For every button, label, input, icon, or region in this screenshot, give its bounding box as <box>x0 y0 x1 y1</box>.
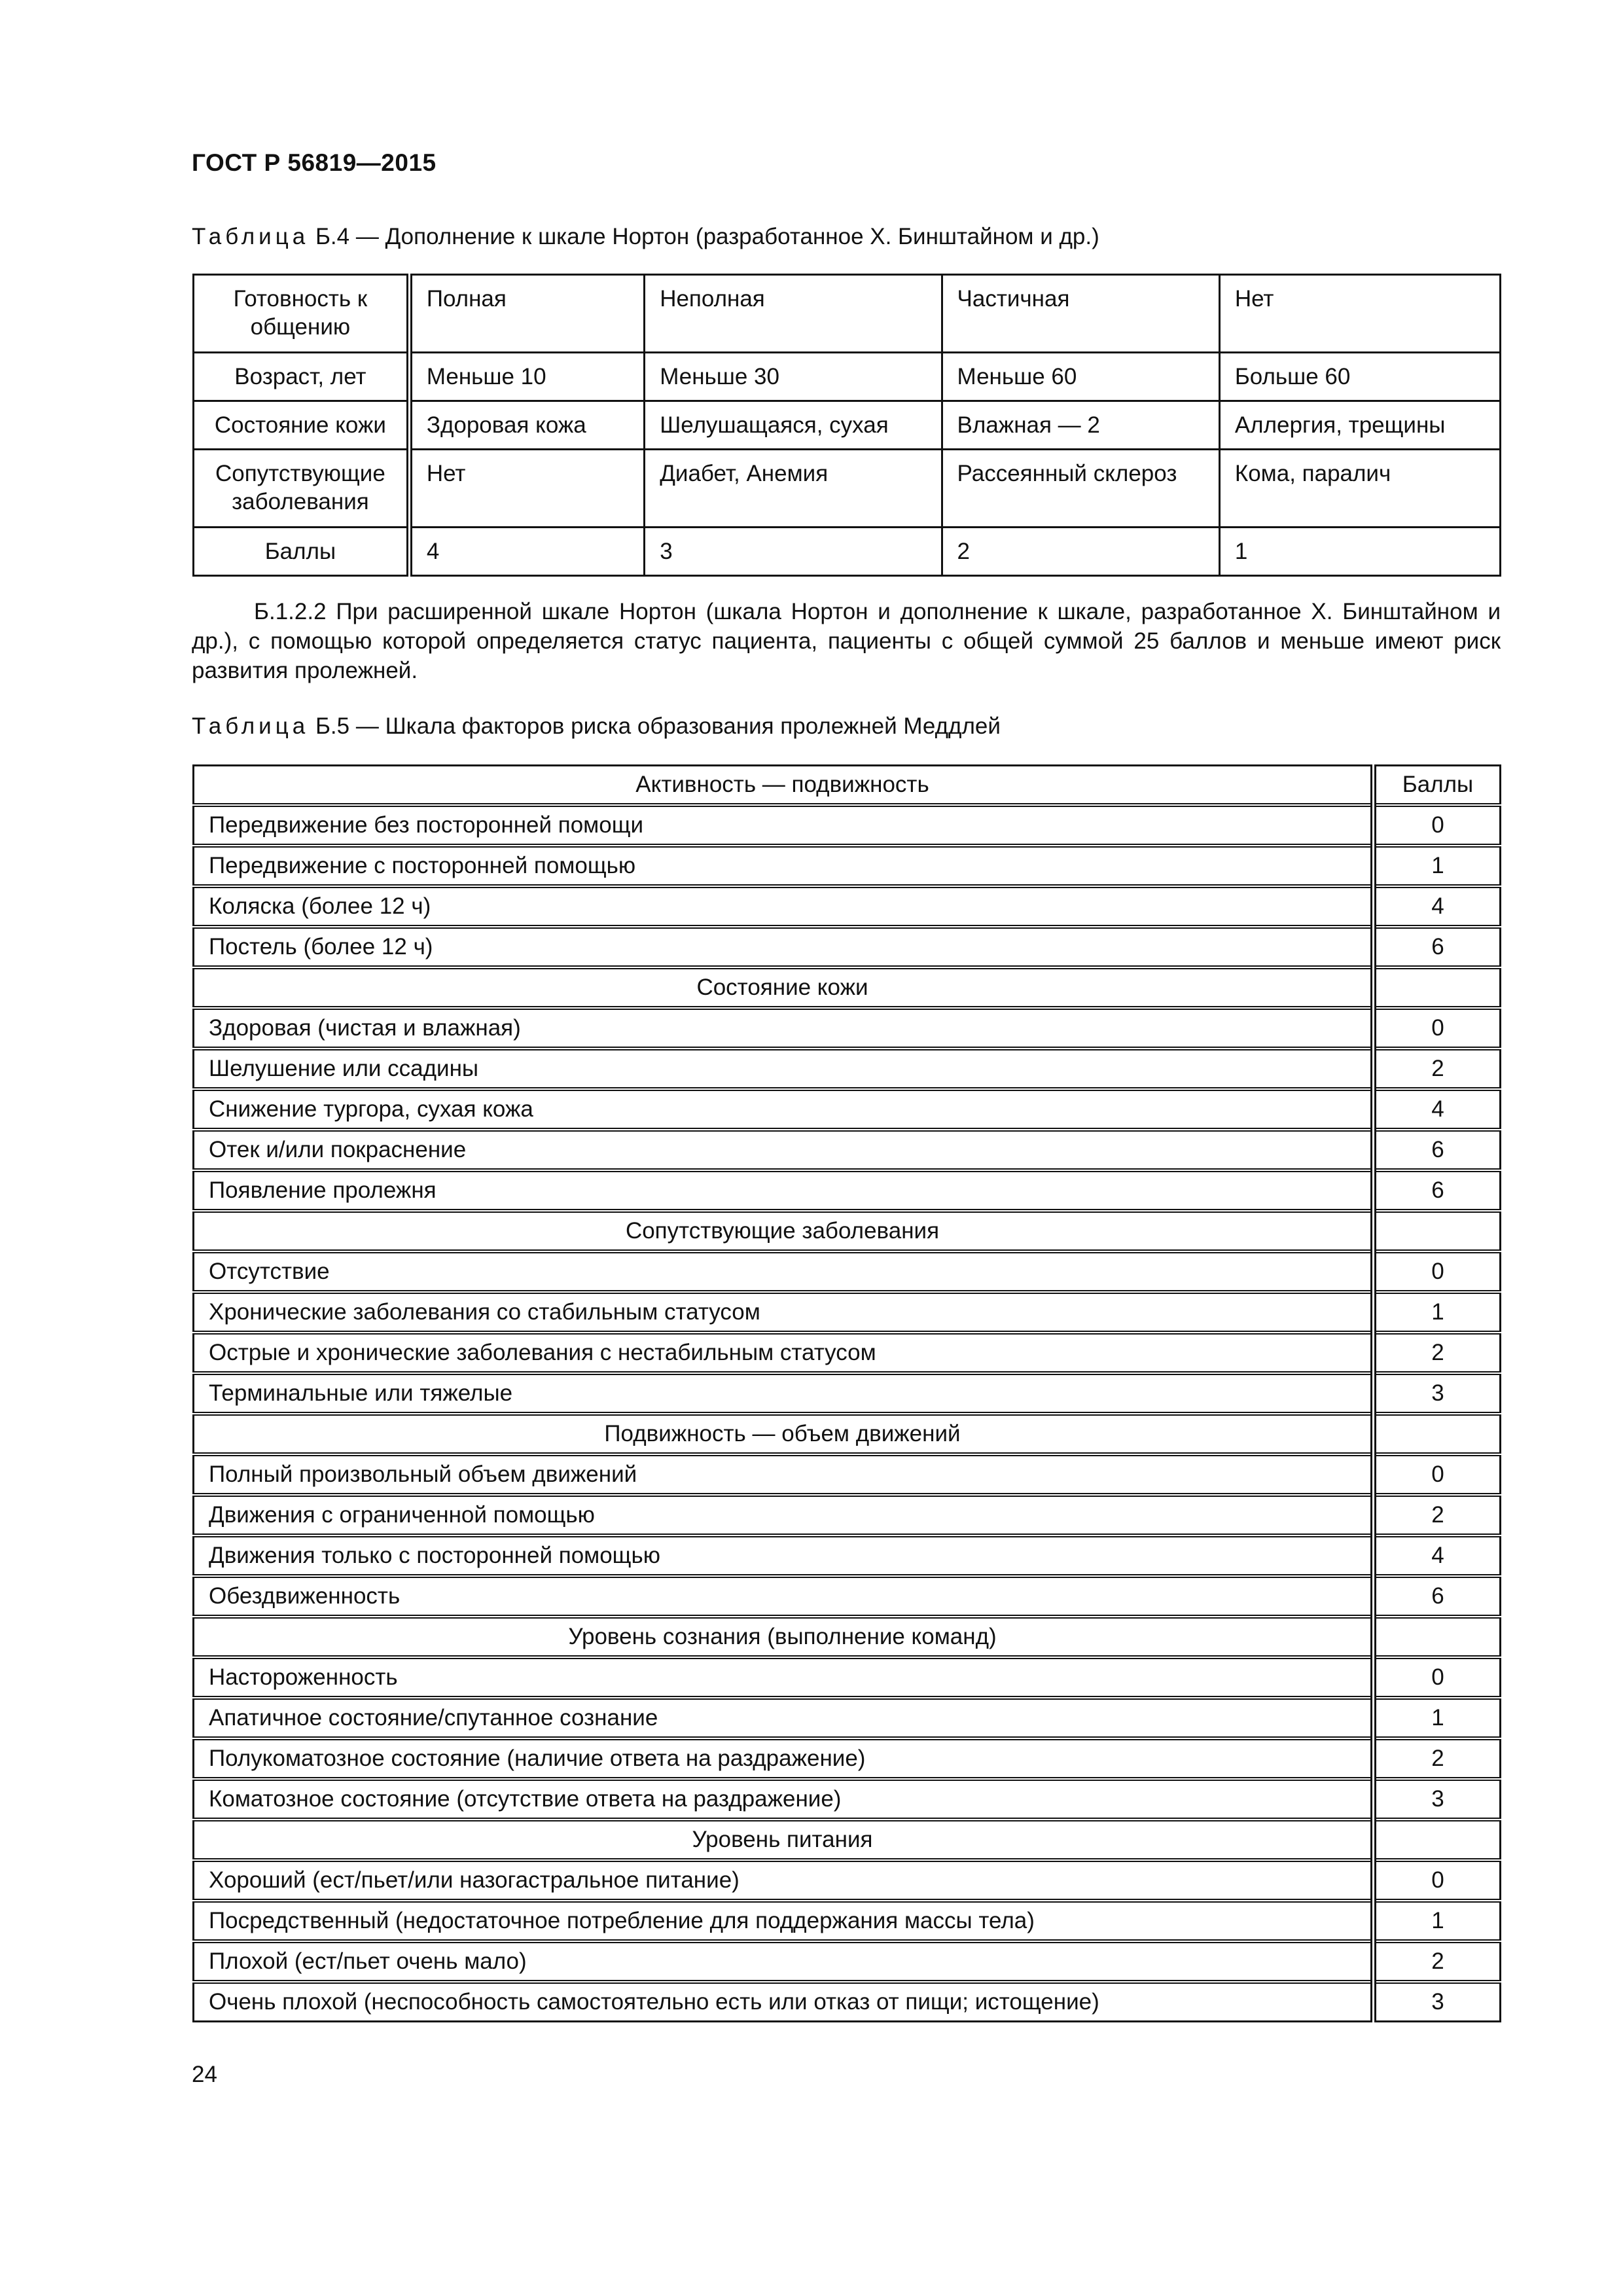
table-cell: 2 <box>942 528 1219 576</box>
table-row <box>194 1049 1501 1089</box>
factor-cell: Острые и хронические заболевания с нестабильным статусом <box>194 1333 1374 1373</box>
factor-cell: Коматозное состояние (отсутствие ответа на раздражение) <box>194 1779 1374 1820</box>
factor-cell: Посредственный (недостаточное потребление для поддержания массы тела) <box>194 1901 1374 1941</box>
table-row <box>194 1251 1501 1292</box>
score-cell: 4 <box>1374 886 1501 927</box>
table-cell: Частичная <box>942 275 1219 353</box>
table-row <box>194 1170 1501 1211</box>
table-cell: Рассеянный склероз <box>942 450 1219 528</box>
factor-cell: Полукоматозное состояние (наличие ответа на раздражение) <box>194 1738 1374 1779</box>
table-row <box>194 1738 1501 1779</box>
score-cell: 3 <box>1374 1373 1501 1414</box>
score-cell <box>1374 967 1501 1008</box>
table-row <box>194 1292 1501 1333</box>
section-title: Подвижность — объем движений <box>194 1414 1374 1454</box>
score-cell: 4 <box>1374 1535 1501 1576</box>
table-b5-caption-prefix: Таблица <box>192 713 310 739</box>
table-row <box>194 1698 1501 1738</box>
score-cell: 0 <box>1374 1008 1501 1049</box>
score-cell <box>1374 1414 1501 1454</box>
table-b5-header-row <box>194 766 1501 806</box>
score-cell <box>1374 1820 1501 1860</box>
table-cell: Диабет, Анемия <box>645 450 942 528</box>
table-b4 <box>192 274 1501 577</box>
table-row <box>194 1941 1501 1982</box>
score-cell: 2 <box>1374 1495 1501 1535</box>
table-row <box>194 1901 1501 1941</box>
table-b5-caption <box>192 713 1001 740</box>
table-cell: Полная <box>409 275 644 353</box>
table-cell: Неполная <box>645 275 942 353</box>
table-cell: Меньше 30 <box>645 353 942 401</box>
section-row <box>194 1414 1501 1454</box>
score-cell: 1 <box>1374 846 1501 886</box>
section-row <box>194 967 1501 1008</box>
table-cell: Меньше 10 <box>409 353 644 401</box>
row-label: Баллы <box>194 528 410 576</box>
table-cell: Влажная — 2 <box>942 401 1219 450</box>
factor-cell: Хороший (ест/пьет/или назогастральное питание) <box>194 1860 1374 1901</box>
score-cell: 0 <box>1374 1860 1501 1901</box>
factor-cell: Терминальные или тяжелые <box>194 1373 1374 1414</box>
section-title: Уровень питания <box>194 1820 1374 1860</box>
score-cell: 0 <box>1374 805 1501 846</box>
table-row <box>194 1454 1501 1495</box>
factor-cell: Апатичное состояние/спутанное сознание <box>194 1698 1374 1738</box>
factor-cell: Коляска (более 12 ч) <box>194 886 1374 927</box>
table-b4-caption-prefix: Таблица <box>192 224 310 249</box>
table-b4-caption <box>192 224 1099 250</box>
score-cell: 0 <box>1374 1251 1501 1292</box>
table-row <box>194 927 1501 967</box>
factor-cell: Хронические заболевания со стабильным статусом <box>194 1292 1374 1333</box>
table-cell: Больше 60 <box>1219 353 1500 401</box>
section-row <box>194 1211 1501 1251</box>
score-cell: 3 <box>1374 1982 1501 2022</box>
factor-cell: Передвижение с посторонней помощью <box>194 846 1374 886</box>
table-row <box>194 1495 1501 1535</box>
table-row <box>194 401 1501 450</box>
score-cell: 2 <box>1374 1941 1501 1982</box>
table-row <box>194 1089 1501 1130</box>
table-b5-header-factor: Активность — подвижность <box>194 766 1374 806</box>
score-cell <box>1374 1211 1501 1251</box>
row-label: Состояние кожи <box>194 401 410 450</box>
table-row <box>194 1860 1501 1901</box>
table-row <box>194 275 1501 353</box>
factor-cell: Обездвиженность <box>194 1576 1374 1617</box>
table-cell: Меньше 60 <box>942 353 1219 401</box>
section-title: Сопутствующие заболевания <box>194 1211 1374 1251</box>
table-b5-caption-text: Б.5 — Шкала факторов риска образования пролежней Меддлей <box>309 713 1001 739</box>
factor-cell: Отек и/или покраснение <box>194 1130 1374 1170</box>
score-cell: 6 <box>1374 1576 1501 1617</box>
table-b5-header-score: Баллы <box>1374 766 1501 806</box>
table-cell: Нет <box>409 450 644 528</box>
table-cell: Кома, паралич <box>1219 450 1500 528</box>
score-cell: 6 <box>1374 1170 1501 1211</box>
table-row <box>194 450 1501 528</box>
table-row <box>194 886 1501 927</box>
factor-cell: Отсутствие <box>194 1251 1374 1292</box>
factor-cell: Движения только с посторонней помощью <box>194 1535 1374 1576</box>
table-row <box>194 1657 1501 1698</box>
table-cell: Аллергия, трещины <box>1219 401 1500 450</box>
table-row <box>194 1333 1501 1373</box>
table-cell: 1 <box>1219 528 1500 576</box>
score-cell: 3 <box>1374 1779 1501 1820</box>
factor-cell: Снижение тургора, сухая кожа <box>194 1089 1374 1130</box>
factor-cell: Здоровая (чистая и влажная) <box>194 1008 1374 1049</box>
table-row <box>194 1535 1501 1576</box>
score-cell: 6 <box>1374 927 1501 967</box>
factor-cell: Шелушение или ссадины <box>194 1049 1374 1089</box>
score-cell <box>1374 1617 1501 1657</box>
section-title: Уровень сознания (выполнение команд) <box>194 1617 1374 1657</box>
section-row <box>194 1617 1501 1657</box>
factor-cell: Настороженность <box>194 1657 1374 1698</box>
section-title: Состояние кожи <box>194 967 1374 1008</box>
table-row <box>194 353 1501 401</box>
table-cell: Здоровая кожа <box>409 401 644 450</box>
table-row <box>194 1982 1501 2022</box>
table-b4-caption-text: Б.4 — Дополнение к шкале Нортон (разработанное Х. Бинштайном и др.) <box>309 224 1099 249</box>
table-row <box>194 1130 1501 1170</box>
page-number: 24 <box>192 2062 217 2087</box>
table-row <box>194 1373 1501 1414</box>
row-label: Сопутствующие заболевания <box>194 450 410 528</box>
table-row <box>194 1008 1501 1049</box>
document-code: ГОСТ Р 56819—2015 <box>192 149 437 176</box>
score-cell: 0 <box>1374 1657 1501 1698</box>
factor-cell: Плохой (ест/пьет очень мало) <box>194 1941 1374 1982</box>
factor-cell: Постель (более 12 ч) <box>194 927 1374 967</box>
score-cell: 6 <box>1374 1130 1501 1170</box>
score-cell: 2 <box>1374 1049 1501 1089</box>
factor-cell: Появление пролежня <box>194 1170 1374 1211</box>
table-cell: 3 <box>645 528 942 576</box>
table-row <box>194 528 1501 576</box>
table-row <box>194 1779 1501 1820</box>
row-label: Возраст, лет <box>194 353 410 401</box>
table-cell: Шелушащаяся, сухая <box>645 401 942 450</box>
row-label: Готовность к общению <box>194 275 410 353</box>
factor-cell: Движения с ограниченной помощью <box>194 1495 1374 1535</box>
score-cell: 2 <box>1374 1738 1501 1779</box>
score-cell: 1 <box>1374 1901 1501 1941</box>
score-cell: 1 <box>1374 1292 1501 1333</box>
factor-cell: Очень плохой (неспособность самостоятельно есть или отказ от пищи; истощение) <box>194 1982 1374 2022</box>
section-row <box>194 1820 1501 1860</box>
factor-cell: Передвижение без посторонней помощи <box>194 805 1374 846</box>
table-cell: 4 <box>409 528 644 576</box>
table-row <box>194 1576 1501 1617</box>
score-cell: 2 <box>1374 1333 1501 1373</box>
table-row <box>194 805 1501 846</box>
table-row <box>194 846 1501 886</box>
score-cell: 1 <box>1374 1698 1501 1738</box>
table-b5 <box>192 764 1501 2022</box>
score-cell: 0 <box>1374 1454 1501 1495</box>
table-cell: Нет <box>1219 275 1500 353</box>
factor-cell: Полный произвольный объем движений <box>194 1454 1374 1495</box>
paragraph-b1-2-2: Б.1.2.2 При расширенной шкале Нортон (шкала Нортон и дополнение к шкале, разработанное Х. Бинштайном и др.), с помощью которой определяется статус пациента, пациенты с общей суммой 25 баллов и меньше имеют риск развития пролежней. <box>192 599 1501 683</box>
score-cell: 4 <box>1374 1089 1501 1130</box>
